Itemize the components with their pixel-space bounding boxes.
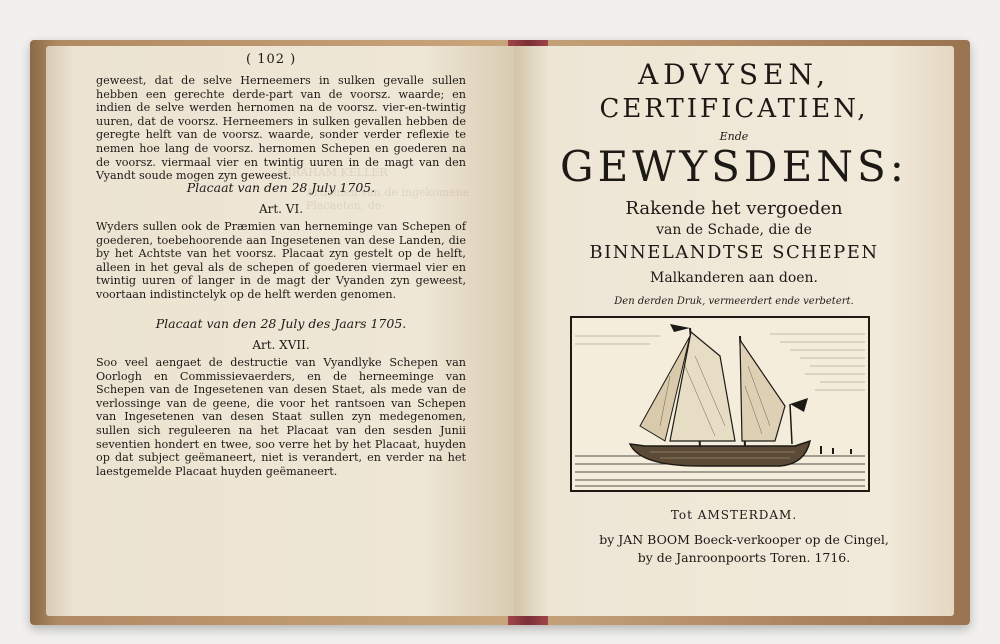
- subtitle-2: van de Schade, die de: [656, 222, 812, 238]
- sailing-ship-woodcut-icon: [570, 316, 870, 492]
- title-line-1: ADVYSEN,: [637, 58, 831, 91]
- title-line-3: GEWYSDENS:: [560, 142, 908, 191]
- left-article-1: Art. VI.: [258, 202, 304, 216]
- left-article-2: Art. XVII.: [252, 338, 310, 352]
- title-ende: Ende: [719, 130, 749, 143]
- subtitle-3: BINNELANDTSE SCHEPEN: [589, 242, 879, 263]
- title-line-2: CERTIFICATIEN,: [599, 94, 869, 124]
- left-heading-2: Placaat van den 28 July des Jaars 1705.: [155, 316, 407, 331]
- left-paragraph-3: Soo veel aengaet de destructie van Vyandlyke Schepen van Oorlogh en Commissievaerders, en de herneeminge van Schepen van de Ingesetenen van desen Staet, als mede van de verlossinge van de geene, die voor het rantsoen van Schepen van Ingesetenen van desen Staat sullen zyn medegenomen, sullen sich reguleeren na het Placaat van den sesden Junii seventien hondert en twee, soo verre het by het Placaat, huyden op dat subject geëmaneert, niet is verandert, en verder na het laestgemelde Placaat huyden geëmaneert.: [96, 356, 466, 478]
- show-through-text: ABRAHAM KELLER: [276, 166, 388, 179]
- title-page: [514, 46, 954, 616]
- imprint-address: by de Janroonpoorts Toren. 1716.: [637, 550, 851, 565]
- open-book: [30, 40, 970, 625]
- subtitle-1: Rakende het vergoeden: [625, 198, 843, 219]
- edition-note: Den derden Druk, vermeerdert ende verbetert.: [614, 296, 854, 307]
- imprint-printer: by JAN BOOM Boeck-verkooper op de Cingel,: [599, 532, 889, 547]
- imprint-city: Tot AMSTERDAM.: [670, 508, 798, 522]
- left-heading-1: Placaat van den 28 July 1705.: [186, 180, 376, 195]
- left-paragraph-2: Wyders sullen ook de Præmien van herneminge van Schepen of goederen, toebehoorende aan Ingesetenen van dese Landen, die by het Achtste van het voorsz. Placaat zyn gestelt op de helft, alleen in het geval als de schepen of goederen viermael vier en twintig uuren of langer in de magt der Vyanden zyn geweest, voortaan indistinctelyk op de helft werden genomen.: [96, 220, 466, 301]
- left-paragraph-1: geweest, dat de selve Herneemers in sulken gevalle sullen hebben een gerechte derde-part van de voorsz. waarde; en indien de selve werden hernomen na de voorsz. vier-en-twintig uuren, dat de voorsz. Herneemers in sulken gevallen hebben de geregte helft van de voorsz. waarde, sonder verder reflexie te nemen hoe lang de voorsz. hernomen Schepen en goederen na de voorsz. viermaal vier en twintig uuren in de magt van den Vyandt soude mogen zyn geweest.: [96, 74, 466, 183]
- page-number: ( 102 ): [246, 52, 297, 67]
- left-page: [46, 46, 514, 616]
- show-through-text-2: Articulen van de ingekomene Placaeten, de-: [306, 186, 470, 212]
- subtitle-4: Malkanderen aan doen.: [650, 270, 818, 286]
